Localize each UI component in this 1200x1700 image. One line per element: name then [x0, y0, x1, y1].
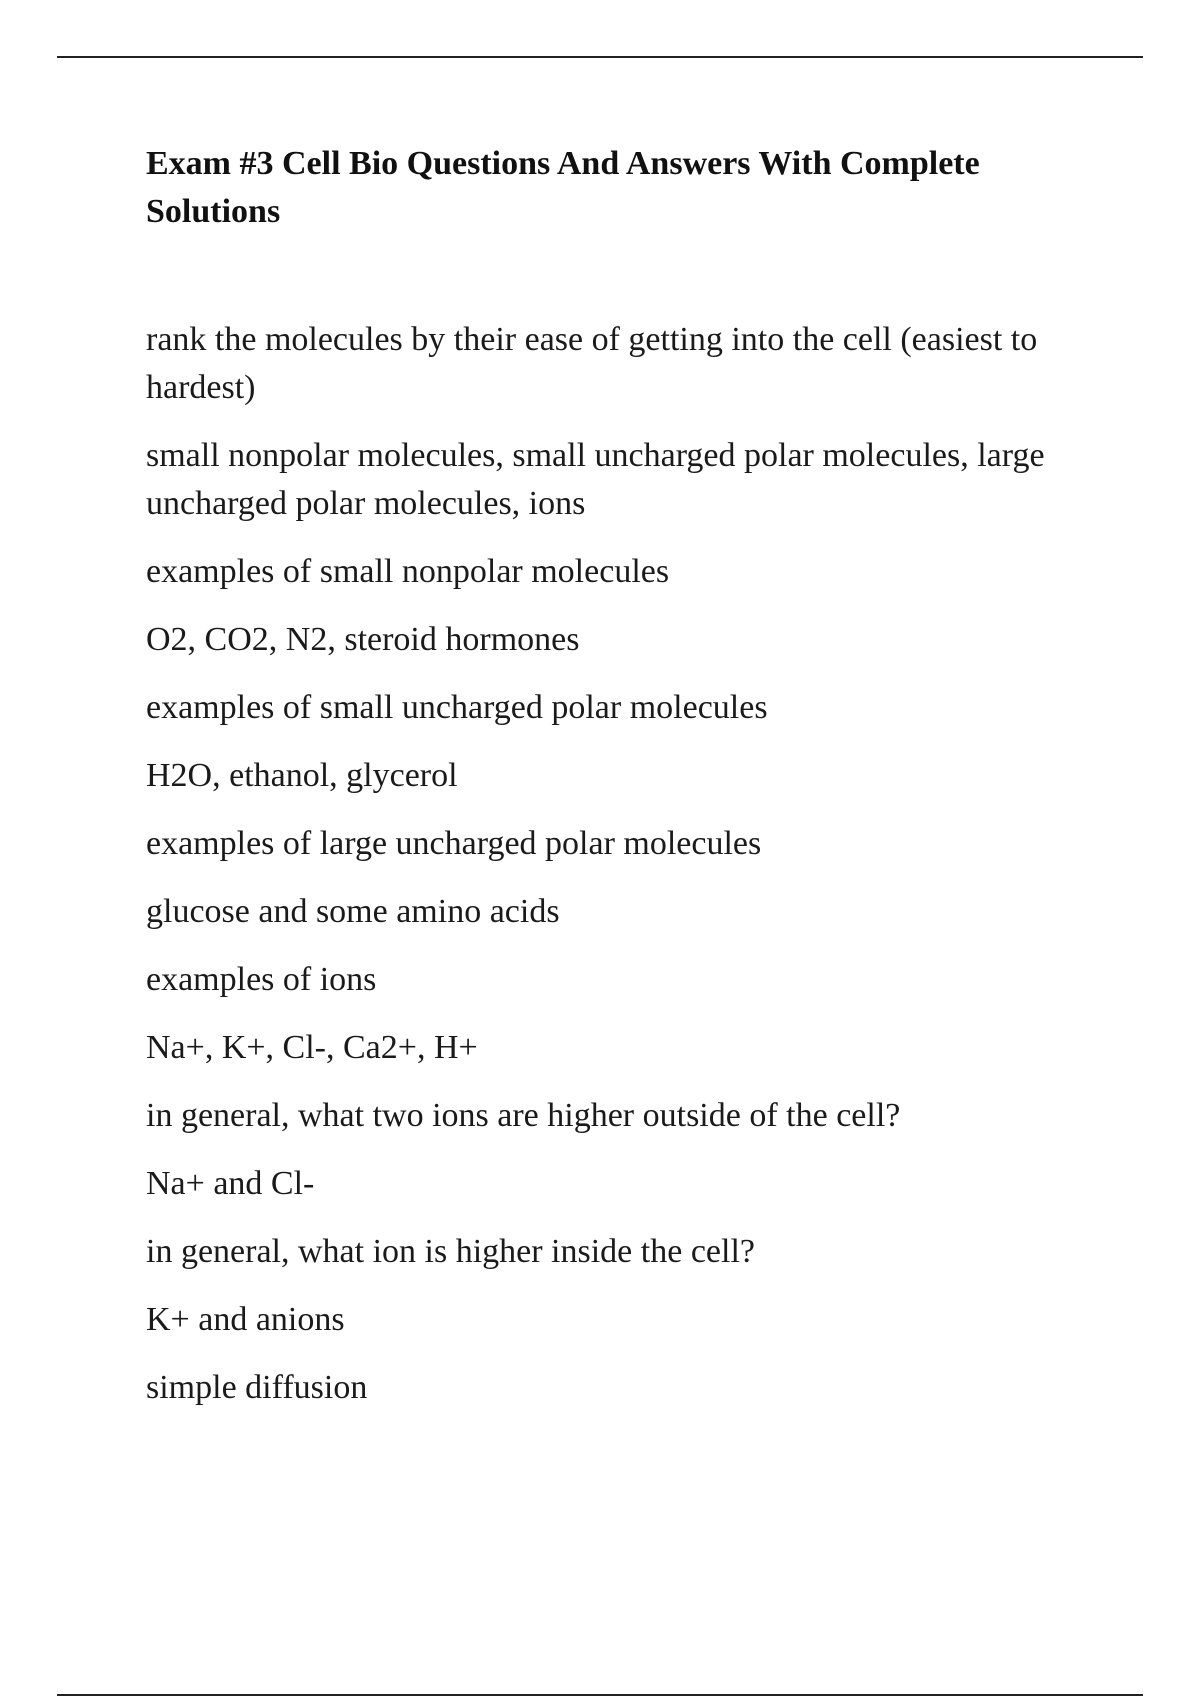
answer-text: Na+ and Cl-	[146, 1165, 315, 1202]
answer-text: glucose and some amino acids	[146, 893, 560, 930]
top-rule	[57, 56, 1143, 58]
answer-text: Na+, K+, Cl-, Ca2+, H+	[146, 1029, 478, 1066]
answer-text: K+ and anions	[146, 1301, 345, 1338]
question-text: examples of small uncharged polar molecules	[146, 689, 768, 726]
answer-text: small nonpolar molecules, small uncharged polar molecules, large uncharged polar molecules, ions	[146, 437, 1045, 522]
question-text: in general, what ion is higher inside the cell?	[146, 1233, 755, 1270]
question-text: examples of large uncharged polar molecules	[146, 825, 762, 862]
answer-text: O2, CO2, N2, steroid hormones	[146, 621, 580, 658]
bottom-rule	[57, 1694, 1143, 1696]
page-content	[146, 140, 1086, 1432]
question-text: rank the molecules by their ease of getting into the cell (easiest to hardest)	[146, 321, 1038, 406]
question-text: simple diffusion	[146, 1369, 368, 1406]
question-text: examples of ions	[146, 961, 377, 998]
question-text: in general, what two ions are higher outside of the cell?	[146, 1097, 901, 1134]
document-title: Exam #3 Cell Bio Questions And Answers With Complete Solutions	[146, 145, 980, 230]
answer-text: H2O, ethanol, glycerol	[146, 757, 458, 794]
question-text: examples of small nonpolar molecules	[146, 553, 670, 590]
qa-list	[146, 316, 1086, 1412]
